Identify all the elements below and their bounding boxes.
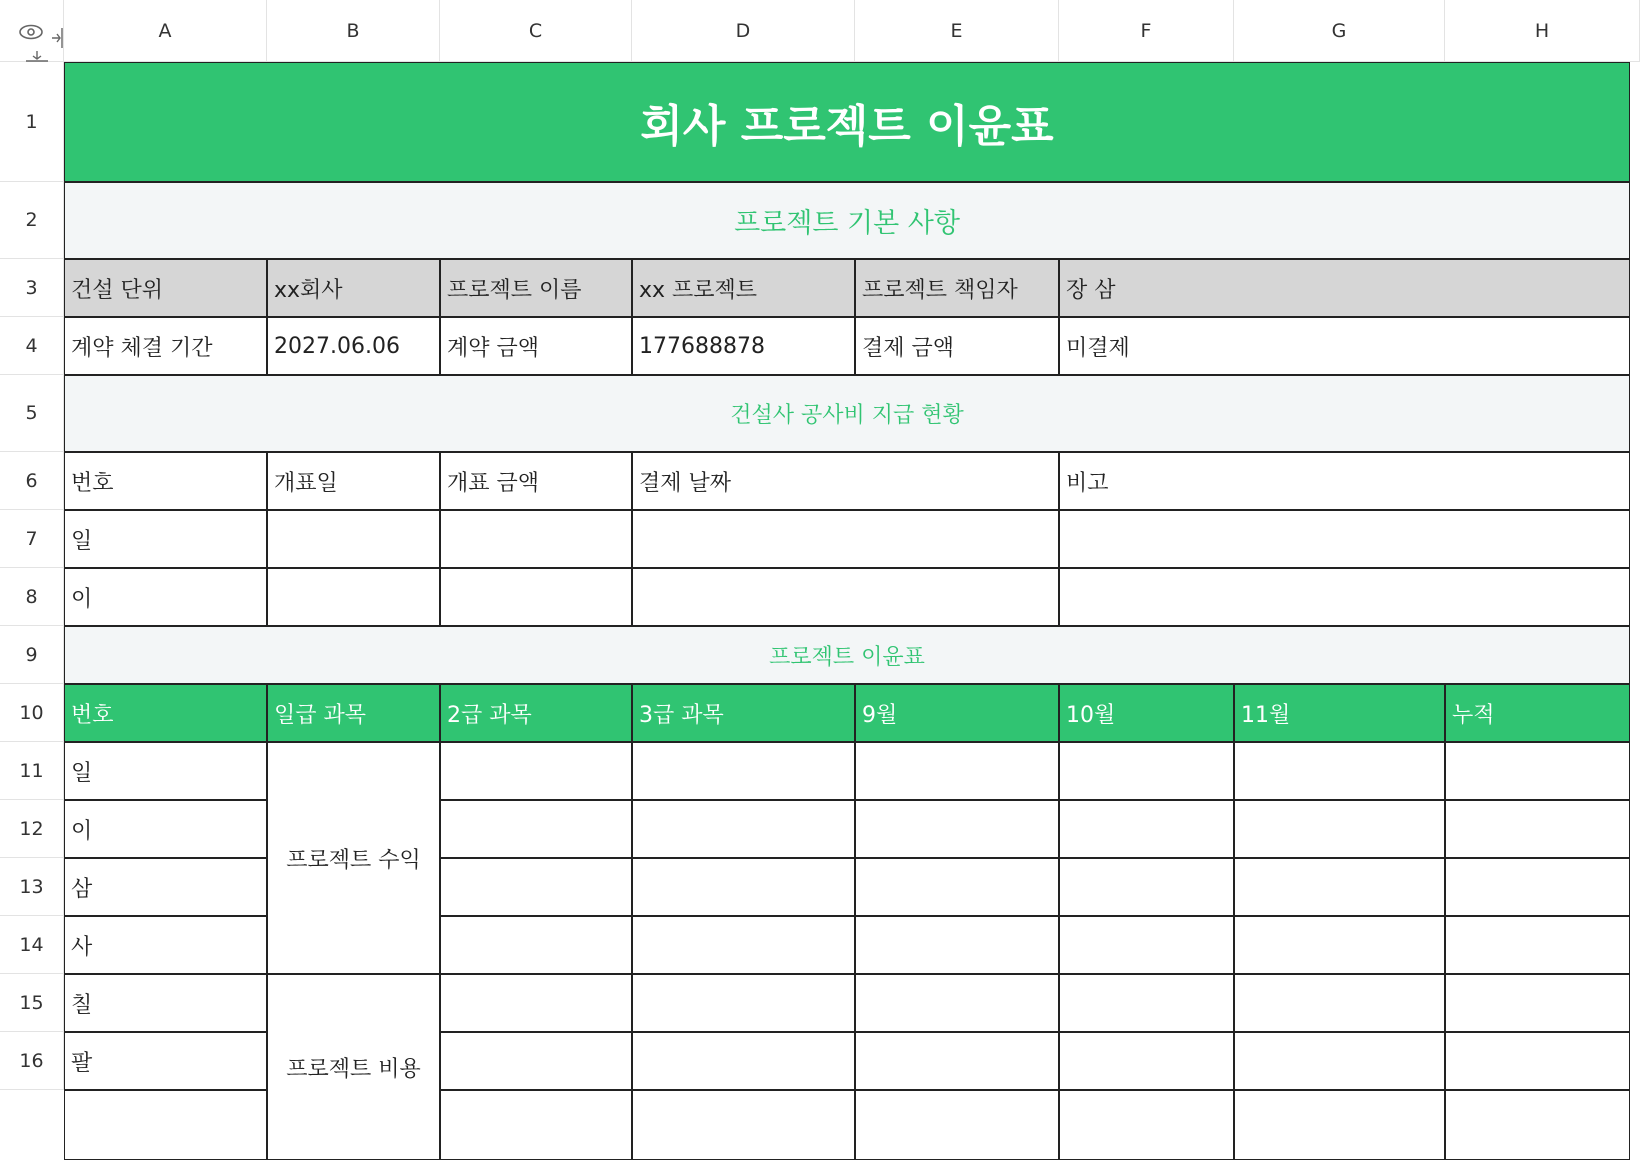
profit-number-cell[interactable] — [64, 1090, 267, 1160]
profit-cell[interactable] — [440, 974, 632, 1032]
profit-header-cell[interactable]: 2급 과목 — [440, 684, 632, 742]
profit-cell[interactable] — [440, 1090, 632, 1160]
profit-header-cell[interactable]: 11월 — [1234, 684, 1445, 742]
profit-header-cell[interactable]: 10월 — [1059, 684, 1234, 742]
profit-cell[interactable] — [1445, 1090, 1630, 1160]
info-cell[interactable]: 결제 금액 — [855, 317, 1059, 375]
info-cell[interactable]: 프로젝트 이름 — [440, 259, 632, 317]
payment-header-cell[interactable]: 비고 — [1059, 452, 1630, 510]
row-header-4[interactable]: 4 — [0, 317, 64, 375]
profit-number-cell[interactable]: 사 — [64, 916, 267, 974]
info-cell[interactable]: 계약 체결 기간 — [64, 317, 267, 375]
profit-cell[interactable] — [855, 858, 1059, 916]
row-header-1[interactable]: 1 — [0, 62, 64, 182]
payment-cell[interactable]: 일 — [64, 510, 267, 568]
profit-cell[interactable] — [1059, 916, 1234, 974]
profit-cell[interactable] — [632, 916, 855, 974]
profit-cell[interactable] — [1445, 916, 1630, 974]
profit-cell[interactable] — [632, 1090, 855, 1160]
profit-cell[interactable] — [1234, 800, 1445, 858]
profit-cell[interactable] — [1234, 1090, 1445, 1160]
profit-number-cell[interactable]: 일 — [64, 742, 267, 800]
eye-icon[interactable] — [18, 22, 44, 42]
column-header-b[interactable]: B — [267, 0, 440, 62]
payment-cell[interactable] — [440, 510, 632, 568]
profit-header-cell[interactable]: 3급 과목 — [632, 684, 855, 742]
row-header-11[interactable]: 11 — [0, 742, 64, 800]
payment-cell[interactable] — [632, 568, 1059, 626]
row-header-16[interactable]: 16 — [0, 1032, 64, 1090]
profit-cell[interactable] — [1234, 916, 1445, 974]
section-profit-table[interactable]: 프로젝트 이윤표 — [64, 626, 1630, 684]
profit-cell[interactable] — [1234, 742, 1445, 800]
section-basic-info[interactable]: 프로젝트 기본 사항 — [64, 182, 1630, 259]
row-header-9[interactable]: 9 — [0, 626, 64, 684]
profit-cell[interactable] — [1445, 858, 1630, 916]
profit-cell[interactable] — [1059, 742, 1234, 800]
profit-cell[interactable] — [1234, 974, 1445, 1032]
payment-cell[interactable] — [440, 568, 632, 626]
info-cell[interactable]: 177688878 — [632, 317, 855, 375]
profit-cell[interactable] — [632, 858, 855, 916]
profit-cell[interactable] — [1445, 800, 1630, 858]
profit-cell[interactable] — [1059, 800, 1234, 858]
row-header-8[interactable]: 8 — [0, 568, 64, 626]
info-cell[interactable]: xx회사 — [267, 259, 440, 317]
profit-cell[interactable] — [632, 1032, 855, 1090]
row-header-3[interactable]: 3 — [0, 259, 64, 317]
info-cell[interactable]: 2027.06.06 — [267, 317, 440, 375]
info-cell[interactable]: 계약 금액 — [440, 317, 632, 375]
profit-cell[interactable] — [1059, 858, 1234, 916]
profit-cell[interactable] — [440, 858, 632, 916]
profit-cell[interactable] — [855, 916, 1059, 974]
payment-cell[interactable] — [267, 568, 440, 626]
column-header-c[interactable]: C — [440, 0, 632, 62]
profit-cell[interactable] — [632, 742, 855, 800]
payment-cell[interactable] — [1059, 510, 1630, 568]
column-header-a[interactable]: A — [64, 0, 267, 62]
info-cell[interactable]: 미결제 — [1059, 317, 1630, 375]
sheet-title[interactable]: 회사 프로젝트 이윤표 — [64, 62, 1630, 182]
column-header-e[interactable]: E — [855, 0, 1059, 62]
row-header-2[interactable]: 2 — [0, 182, 64, 259]
row-header-13[interactable]: 13 — [0, 858, 64, 916]
column-header-d[interactable]: D — [632, 0, 855, 62]
profit-header-cell[interactable]: 일급 과목 — [267, 684, 440, 742]
profit-cell[interactable] — [1445, 974, 1630, 1032]
profit-cell[interactable] — [632, 974, 855, 1032]
payment-header-cell[interactable]: 번호 — [64, 452, 267, 510]
payment-cell[interactable] — [267, 510, 440, 568]
profit-cell[interactable] — [855, 1032, 1059, 1090]
profit-header-cell[interactable]: 9월 — [855, 684, 1059, 742]
info-cell[interactable]: 건설 단위 — [64, 259, 267, 317]
payment-header-cell[interactable]: 개표일 — [267, 452, 440, 510]
profit-cell[interactable] — [855, 974, 1059, 1032]
row-header-5[interactable]: 5 — [0, 375, 64, 452]
profit-cell[interactable] — [440, 742, 632, 800]
profit-cell[interactable] — [855, 742, 1059, 800]
row-header-12[interactable]: 12 — [0, 800, 64, 858]
profit-cell[interactable] — [1059, 1032, 1234, 1090]
profit-header-cell[interactable]: 번호 — [64, 684, 267, 742]
profit-cell[interactable] — [1445, 1032, 1630, 1090]
profit-number-cell[interactable]: 삼 — [64, 858, 267, 916]
payment-cell[interactable] — [1059, 568, 1630, 626]
profit-cell[interactable] — [632, 800, 855, 858]
profit-number-cell[interactable]: 이 — [64, 800, 267, 858]
column-header-g[interactable]: G — [1234, 0, 1445, 62]
profit-group-cost[interactable]: 프로젝트 비용 — [267, 974, 440, 1160]
section-payment-status[interactable]: 건설사 공사비 지급 현황 — [64, 375, 1630, 452]
payment-header-cell[interactable]: 결제 날짜 — [632, 452, 1059, 510]
profit-cell[interactable] — [855, 1090, 1059, 1160]
column-header-h[interactable]: H — [1445, 0, 1640, 62]
profit-cell[interactable] — [1234, 1032, 1445, 1090]
profit-cell[interactable] — [1445, 742, 1630, 800]
profit-group-revenue[interactable]: 프로젝트 수익 — [267, 742, 440, 974]
row-header-6[interactable]: 6 — [0, 452, 64, 510]
profit-cell[interactable] — [440, 1032, 632, 1090]
profit-number-cell[interactable]: 칠 — [64, 974, 267, 1032]
profit-cell[interactable] — [855, 800, 1059, 858]
payment-cell[interactable] — [632, 510, 1059, 568]
profit-number-cell[interactable]: 팔 — [64, 1032, 267, 1090]
profit-cell[interactable] — [440, 916, 632, 974]
profit-cell[interactable] — [440, 800, 632, 858]
profit-cell[interactable] — [1059, 1090, 1234, 1160]
row-header-10[interactable]: 10 — [0, 684, 64, 742]
row-header-14[interactable]: 14 — [0, 916, 64, 974]
sheet-corner — [0, 0, 64, 62]
profit-cell[interactable] — [1059, 974, 1234, 1032]
profit-header-cell[interactable]: 누적 — [1445, 684, 1630, 742]
info-cell[interactable]: 장 삼 — [1059, 259, 1630, 317]
profit-cell[interactable] — [1234, 858, 1445, 916]
payment-cell[interactable]: 이 — [64, 568, 267, 626]
column-header-f[interactable]: F — [1059, 0, 1234, 62]
payment-header-cell[interactable]: 개표 금액 — [440, 452, 632, 510]
row-header-15[interactable]: 15 — [0, 974, 64, 1032]
row-header-7[interactable]: 7 — [0, 510, 64, 568]
info-cell[interactable]: xx 프로젝트 — [632, 259, 855, 317]
info-cell[interactable]: 프로젝트 책임자 — [855, 259, 1059, 317]
